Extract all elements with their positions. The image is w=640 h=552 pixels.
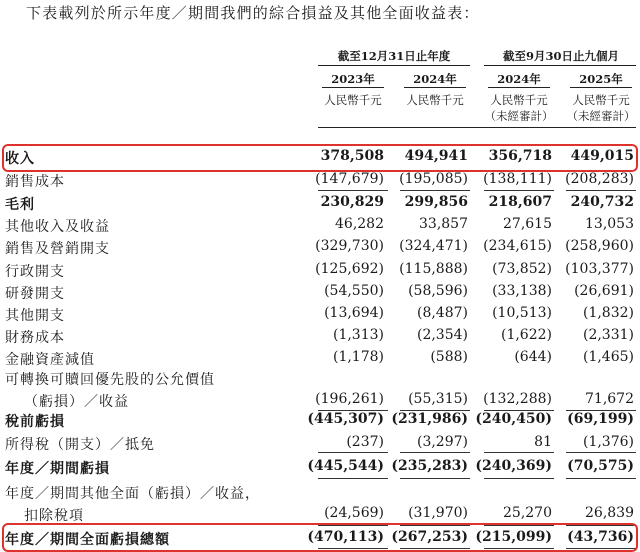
row-value: 81: [534, 434, 552, 450]
table-row: [0, 260, 640, 280]
row-value: (1,832): [582, 305, 634, 321]
row-value: (26,691): [574, 283, 634, 299]
row-value: 299,856: [404, 194, 468, 210]
row-value: (31,970): [408, 505, 468, 521]
header-unit-4: 人民幣千元: [572, 93, 630, 107]
row-value: (231,986): [391, 411, 468, 427]
table-row: [0, 348, 640, 368]
row-value: 26,839: [585, 505, 634, 521]
table-row: [0, 215, 640, 235]
row-value: (644): [514, 349, 552, 365]
row-value: (43,736): [567, 529, 634, 545]
table-row: [0, 410, 640, 430]
row-label: 收入: [5, 151, 35, 167]
row-value: (588): [430, 349, 468, 365]
intro-text: 下表載列於所示年度／期間我們的綜合損益及其他全面收益表：: [26, 4, 480, 22]
table-row: [0, 368, 640, 412]
row-label: 可轉換可贖回優先股的公允價值: [5, 372, 215, 388]
row-value: 25,270: [503, 505, 552, 521]
header-year-2024b: 2024年: [497, 72, 541, 86]
row-value: 13,053: [585, 216, 634, 232]
row-value: 378,508: [320, 148, 384, 164]
table-row: [0, 433, 640, 453]
row-value: (324,471): [399, 238, 468, 254]
column-rule: [484, 410, 554, 411]
header-rule-y4: [570, 87, 632, 88]
row-value: 27,615: [503, 216, 552, 232]
column-rule: [484, 190, 554, 191]
row-value: (125,692): [315, 261, 384, 277]
table-row: [0, 282, 640, 302]
row-value: (55,315): [408, 391, 468, 407]
column-rule: [484, 452, 554, 453]
row-label: 金融資產減值: [5, 352, 95, 368]
column-rule: [400, 478, 470, 479]
row-value: (240,450): [475, 411, 552, 427]
row-value: 218,607: [488, 194, 552, 210]
column-rule: [566, 190, 636, 191]
table-row: [0, 193, 640, 213]
row-value: (1,622): [500, 327, 552, 343]
row-value: (115,888): [399, 261, 468, 277]
row-label: 年度／期間全面虧損總額: [5, 532, 170, 548]
header-rule-group1: [318, 65, 470, 66]
header-rule-group2: [484, 65, 636, 66]
column-rule: [566, 452, 636, 453]
row-value: 46,282: [335, 216, 384, 232]
header-unaudited-3: （未經審計）: [484, 109, 554, 123]
header-rule-y3: [488, 87, 550, 88]
row-value: (237): [346, 434, 384, 450]
table-row: [0, 457, 640, 477]
table-row: [0, 482, 640, 526]
table-row: [0, 170, 640, 190]
row-label: 毛利: [5, 197, 35, 213]
header-unaudited-4: （未經審計）: [566, 109, 636, 123]
table-row: [0, 326, 640, 346]
column-rule: [318, 410, 388, 411]
table-row: [0, 237, 640, 257]
row-value: 71,672: [585, 391, 634, 407]
row-value: (445,307): [307, 411, 384, 427]
row-value: (147,679): [315, 171, 384, 187]
row-value: (1,465): [582, 349, 634, 365]
row-value: (70,575): [567, 458, 634, 474]
row-value: (215,099): [475, 529, 552, 545]
row-label: 財務成本: [5, 330, 65, 346]
header-unit-2: 人民幣千元: [406, 93, 464, 107]
header-group-nine-months: 截至9月30日止九個月: [502, 49, 619, 63]
column-rule: [400, 452, 470, 453]
row-value: (54,550): [324, 283, 384, 299]
row-value: (8,487): [416, 305, 468, 321]
row-value: (235,283): [391, 458, 468, 474]
row-label: 稅前虧損: [5, 414, 65, 430]
row-value: (69,199): [567, 411, 634, 427]
column-rule: [318, 452, 388, 453]
column-rule: [318, 190, 388, 191]
header-year-2024a: 2024年: [413, 72, 457, 86]
row-label-continued: 扣除稅項: [24, 508, 84, 524]
header-rule-y2: [404, 87, 466, 88]
row-label: 行政開支: [5, 264, 65, 280]
column-rule: [318, 478, 388, 479]
row-label: 銷售成本: [5, 174, 65, 190]
row-value: (138,111): [483, 171, 552, 187]
row-value: (24,569): [324, 505, 384, 521]
row-value: 230,829: [320, 194, 384, 210]
column-rule: [566, 410, 636, 411]
column-rule: [566, 478, 636, 479]
row-label: 年度／期間虧損: [5, 461, 110, 477]
highlight-box-revenue: [2, 144, 638, 172]
row-value: (13,694): [324, 305, 384, 321]
row-value: (3,297): [416, 434, 468, 450]
row-value: 494,941: [404, 148, 468, 164]
column-rule: [400, 410, 470, 411]
table-row: [0, 304, 640, 324]
row-label: 其他收入及收益: [5, 219, 110, 235]
row-value: (132,288): [483, 391, 552, 407]
row-value: (445,544): [307, 458, 384, 474]
row-label-continued: （虧損）／收益: [24, 394, 129, 410]
row-label: 其他開支: [5, 308, 65, 324]
row-label: 研發開支: [5, 286, 65, 302]
row-label: 銷售及營銷開支: [5, 241, 110, 257]
header-group-year: 截至12月31日止年度: [337, 49, 451, 63]
header-rule-bottom: [318, 127, 636, 128]
row-value: (1,313): [332, 327, 384, 343]
row-value: (234,615): [483, 238, 552, 254]
row-value: (258,960): [565, 238, 634, 254]
header-unit-3: 人民幣千元: [490, 93, 548, 107]
row-value: (240,369): [475, 458, 552, 474]
row-value: 449,015: [570, 148, 634, 164]
column-rule: [400, 190, 470, 191]
row-value: (267,253): [391, 529, 468, 545]
row-value: (58,596): [408, 283, 468, 299]
row-value: 356,718: [488, 148, 552, 164]
row-value: (33,138): [492, 283, 552, 299]
header-year-2023: 2023年: [331, 72, 375, 86]
row-value: (10,513): [492, 305, 552, 321]
row-value: (73,852): [492, 261, 552, 277]
row-value: (329,730): [315, 238, 384, 254]
header-rule-y1: [322, 87, 384, 88]
row-value: (196,261): [315, 391, 384, 407]
row-value: 240,732: [570, 194, 634, 210]
row-value: (208,283): [565, 171, 634, 187]
row-value: (2,331): [582, 327, 634, 343]
row-value: (1,376): [582, 434, 634, 450]
highlight-box-total: [2, 523, 638, 552]
row-value: (195,085): [399, 171, 468, 187]
header-unit-1: 人民幣千元: [324, 93, 382, 107]
row-value: (1,178): [332, 349, 384, 365]
row-value: (103,377): [565, 261, 634, 277]
row-label: 年度／期間其他全面（虧損）／收益，: [5, 486, 260, 502]
header-year-2025: 2025年: [579, 72, 623, 86]
row-value: (2,354): [416, 327, 468, 343]
column-rule: [484, 478, 554, 479]
row-value: 33,857: [419, 216, 468, 232]
row-label: 所得稅（開支）／抵免: [5, 437, 155, 453]
row-value: (470,113): [307, 529, 384, 545]
